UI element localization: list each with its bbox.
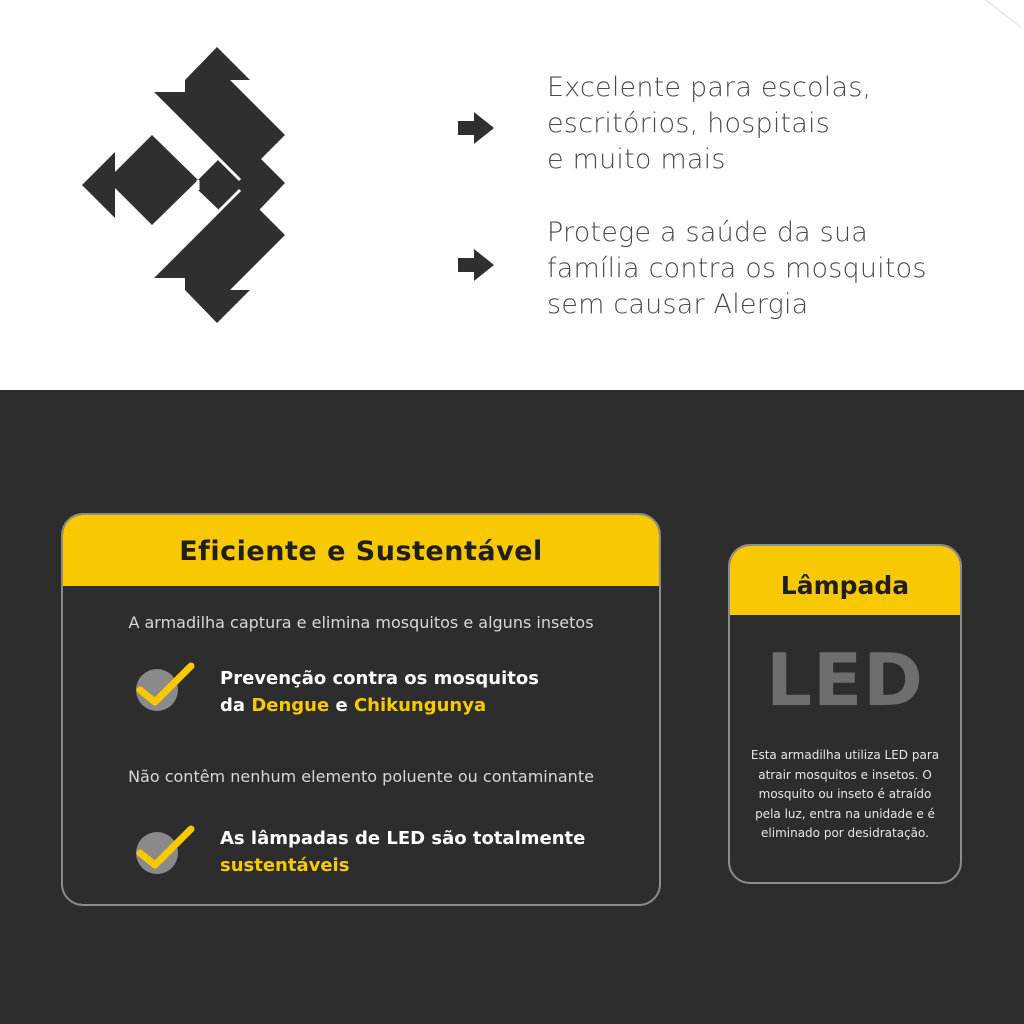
bullet-line [220,692,640,719]
feature-line: Excelente para escolas, [547,72,872,103]
bullet-text: e [329,695,354,716]
highlight-dengue: Dengue [251,695,330,716]
bullet-line: As lâmpadas de LED são totalmente [220,828,586,849]
bullet-led-sustainable [220,825,640,879]
logo-arrow-shape [82,135,198,225]
bullet-text: da [220,695,252,716]
corner-decoration [973,0,1021,28]
lamp-description: Esta armadilha utiliza LED para atrair mosquitos e insetos. O mosquito ou inseto é atraído pela luz, entra na unidade e é eliminado por desidratação. [750,748,940,840]
feature-text [547,215,977,323]
card-description: Não contêm nenhum elemento poluente ou contaminante [128,767,594,786]
card-description: A armadilha captura e elimina mosquitos e alguns insetos [128,613,594,632]
checkmark-icon [135,660,197,716]
arrow-right-icon [456,245,498,285]
feature-line: Protege a saúde da sua [547,217,869,248]
efficient-sustainable-card [61,513,661,906]
feature-text [547,70,977,178]
bottom-section [0,390,1024,1024]
bullet-dengue-prevention [220,665,640,719]
led-label: LED [766,638,924,722]
card-title: Lâmpada [730,546,960,615]
card-title: Eficiente e Sustentável [63,515,659,586]
lamp-card [728,544,962,884]
top-section [0,0,1024,390]
checkmark-icon [135,823,197,879]
highlight-sustainable: sustentáveis [220,855,350,876]
logo-arrows-icon [80,45,290,325]
feature-line: sem causar Alergia [547,289,809,320]
arrow-right-icon [456,108,498,148]
highlight-chikungunya: Chikungunya [353,695,487,716]
feature-line: escritórios, hospitais [547,108,831,139]
feature-line: família contra os mosquitos [547,253,927,284]
bullet-line: Prevenção contra os mosquitos [220,668,539,689]
feature-line: e muito mais [547,144,726,175]
